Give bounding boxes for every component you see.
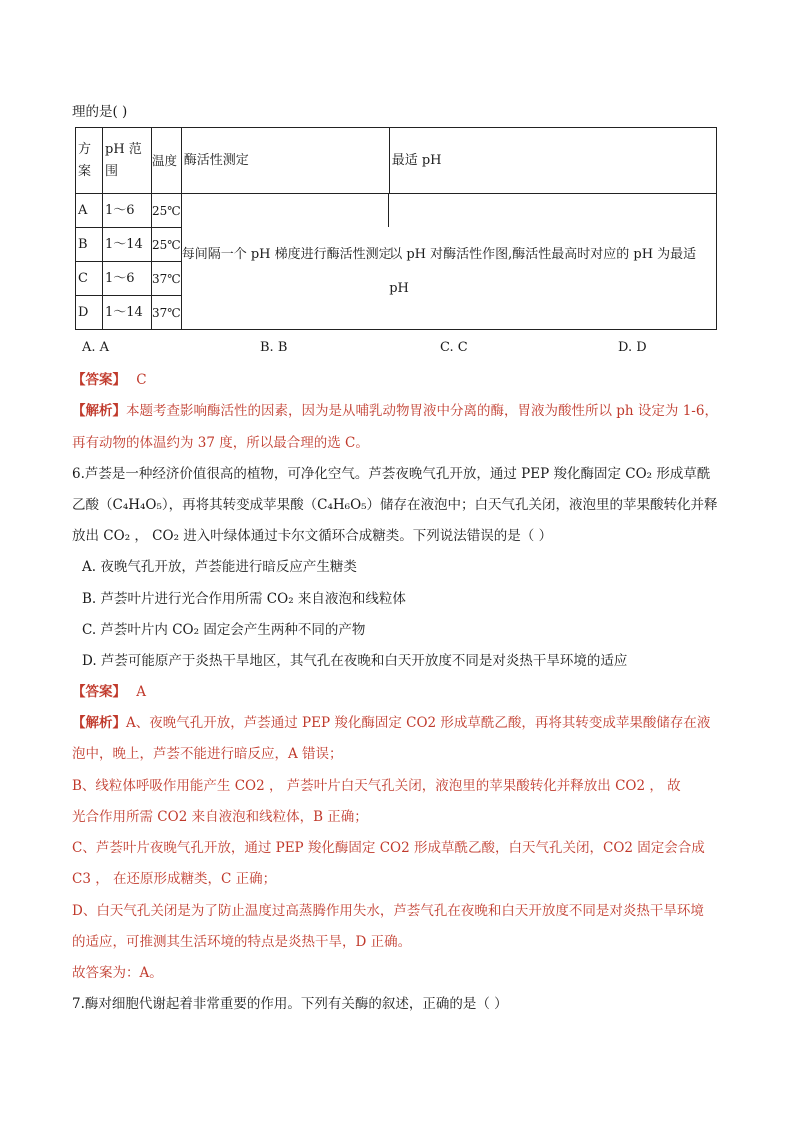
row-c-range: 1～6	[103, 262, 152, 296]
header-temp: 温度	[152, 128, 182, 194]
row-b-temp: 25℃	[152, 228, 182, 262]
q6-answer	[72, 683, 146, 701]
header-plan: 方案	[76, 128, 103, 194]
q6-option-c: C. 芦荟叶片内 CO₂ 固定会产生两种不同的产物	[82, 622, 366, 638]
q5-option-d: D. D	[618, 340, 647, 355]
q5-answer	[72, 371, 147, 389]
row-a-range: 1～6	[103, 194, 152, 228]
analysis-label: 【解析】	[72, 403, 126, 419]
q6-analysis-line-8: 的适应，可推测其生活环境的特点是炎热干旱，D 正确。	[72, 934, 412, 950]
q6-option-d: D. 芦荟可能原产于炎热干旱地区，其气孔在夜晚和白天开放度不同是对炎热干旱环境的适应	[82, 653, 628, 669]
optimum-cell	[389, 194, 716, 330]
answer-value: A	[136, 684, 147, 700]
q5-analysis-line-1: 【解析】本题考查影响酶活性的因素，因为是从哺乳动物胃液中分离的酶，胃液为酸性所以 ph 设定为 1-6，	[72, 403, 718, 419]
row-a-temp: 25℃	[152, 194, 182, 228]
q6-analysis-line-1: 【解析】A、夜晚气孔开放，芦荟通过 PEP 羧化酶固定 CO2 形成草酰乙酸，再将其转变成苹果酸储存在液	[72, 715, 711, 731]
table-row	[76, 194, 717, 228]
row-c-plan: C	[76, 262, 103, 296]
analysis-label: 【解析】	[72, 715, 126, 731]
measure-text: 每间隔一个 pH 梯度进行酶活性测定	[181, 247, 392, 262]
q6-option-b: B. 芦荟叶片进行光合作用所需 CO₂ 来自液泡和线粒体	[82, 591, 406, 607]
q6-analysis-line-7: D、白天气孔关闭是为了防止温度过高蒸腾作用失水，芦荟气孔在夜晚和白天开放度不同是对炎热干旱环境	[72, 903, 704, 919]
optimum-text: 以 pH 对酶活性作图,酶活性最高时对应的 pH 为最适 pH	[389, 247, 697, 296]
row-a-plan: A	[76, 194, 103, 228]
answer-label: 【答案】	[72, 684, 126, 700]
q6-analysis-conclusion: 故答案为：A。	[72, 965, 163, 981]
q5-analysis-line-2: 再有动物的体温约为 37 度，所以最合理的选 C。	[72, 435, 369, 451]
q5-table	[75, 127, 717, 330]
row-c-temp: 37℃	[152, 262, 182, 296]
row-b-plan: B	[76, 228, 103, 262]
q6-stem-line-3: 放出 CO₂ ， CO₂ 进入叶绿体通过卡尔文循环合成糖类。下列说法错误的是（ ）	[72, 528, 553, 544]
q5-option-c: C. C	[440, 340, 468, 355]
q6-analysis-line-3: B、线粒体呼吸作用能产生 CO2 ， 芦荟叶片白天气孔关闭，液泡里的苹果酸转化并释放出 CO2 ， 故	[72, 778, 681, 794]
q6-stem-line-2: 乙酸（C₄H₄O₅），再将其转变成苹果酸（C₄H₆O₅）储存在液泡中；白天气孔关闭，液泡里的苹果酸转化并释	[72, 497, 718, 513]
q6-option-a: A. 夜晚气孔开放，芦荟能进行暗反应产生糖类	[82, 559, 357, 575]
divider	[388, 193, 389, 227]
row-b-range: 1～14	[103, 228, 152, 262]
q7-stem: 7.酶对细胞代谢起着非常重要的作用。下列有关酶的叙述，正确的是（ ）	[72, 996, 508, 1012]
q6-analysis-line-4: 光合作用所需 CO2 来自液泡和线粒体，B 正确；	[72, 809, 368, 825]
header-measure: 酶活性测定	[181, 128, 389, 194]
answer-label: 【答案】	[72, 372, 126, 388]
q5-stem-tail: 理的是( )	[72, 104, 128, 120]
q6-analysis-line-6: C3 ， 在还原形成糖类，C 正确；	[72, 871, 277, 887]
q5-option-a: A. A	[82, 340, 110, 355]
q6-analysis-line-5: C、芦荟叶片夜晚气孔开放，通过 PEP 羧化酶固定 CO2 形成草酰乙酸，白天气孔关闭，CO2 固定会合成	[72, 840, 705, 856]
answer-value: C	[136, 372, 147, 388]
header-range: pH 范围	[103, 128, 152, 194]
row-d-plan: D	[76, 296, 103, 330]
measure-cell	[181, 194, 392, 330]
row-d-range: 1～14	[103, 296, 152, 330]
q6-stem-line-1: 6.芦荟是一种经济价值很高的植物，可净化空气。芦荟夜晚气孔开放，通过 PEP 羧化酶固定 CO₂ 形成草酰	[72, 466, 711, 482]
header-optimum: 最适 pH	[389, 128, 716, 194]
row-d-temp: 37℃	[152, 296, 182, 330]
q6-analysis-line-2: 泡中，晚上，芦荟不能进行暗反应，A 错误；	[72, 746, 343, 762]
q5-option-b: B. B	[260, 340, 288, 355]
